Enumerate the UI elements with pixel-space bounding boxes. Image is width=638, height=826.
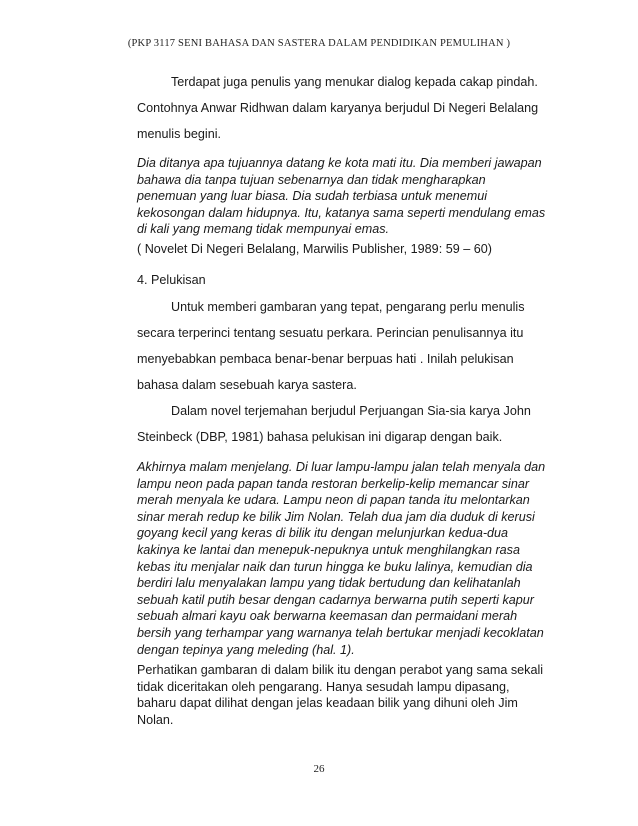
paragraph-perjuangan-sia-sia: Dalam novel terjemahan berjudul Perjuangan Sia-sia karya John Steinbeck (DBP, 1981) bahasa pelukisan ini digarap dengan baik. [137,404,531,444]
page-header: (PKP 3117 SENI BAHASA DAN SASTERA DALAM PENDIDIKAN PEMULIHAN ) [127,38,511,49]
paragraph-dialog-intro: Terdapat juga penulis yang menukar dialog kepada cakap pindah. Contohnya Anwar Ridhwan dalam karyanya berjudul Di Negeri Belalang menulis begini. [137,75,539,141]
paragraph-perhatikan: Perhatikan gambaran di dalam bilik itu dengan perabot yang sama sekali tidak diceritakan oleh pengarang. Hanya sesudah lampu dipasang, baharu dapat dilihat dengan jelas keadaan bilik yang dihuni oleh Jim Nolan. [137,663,544,727]
quote-jim-nolan: Akhirnya malam menjelang. Di luar lampu-lampu jalan telah menyala dan lampu neon pada papan tanda restoran berkelip-kelip memancar sinar merah menyala ke udara. Lampu neon di papan tanda itu melontarkan sinar merah redup ke bilik Jim Nolan. Telah dua jam dia duduk di kerusi goyang kecil yang keras di bilik itu dengan melunjurkan kedua-dua kakinya ke lantai dan menepuk-nepuknya untuk menghilangkan rasa kebas itu menjalar naik dan turun hingga ke buku lalinya, kemudian dia berdiri lalu menyalakan lampu yang tidak bertudung dan kelihatanlah sebuah katil putih besar dengan cadarnya berwarna putih seperti kapur sebuah almari kayu oak berwarna keemasan dan permaidani merah bersih yang terhampar yang warnanya telah bertukar menjadi kecoklatan dengan tepinya yang meleding (hal. 1). [137,460,546,657]
citation-novelet: ( Novelet Di Negeri Belalang, Marwilis Publisher, 1989: 59 – 60) [137,242,492,256]
page-number: 26 [313,763,325,775]
quote-di-negeri-belalang: Dia ditanya apa tujuannya datang ke kota mati itu. Dia memberi jawapan bahawa dia tanpa tujuan sebenarnya dan tidak mengharapkan penemuan yang luar biasa. Dia sudah terbiasa untuk menemui kekosongan dalam hidupnya. Itu, katanya sama seperti mendulang emas di kali yang memang tidak mempunyai emas. [137,156,546,237]
section-heading-pelukisan: 4. Pelukisan [137,273,206,287]
paragraph-pelukisan: Untuk memberi gambaran yang tepat, pengarang perlu menulis secara terperinci tentang sesuatu perkara. Perincian penulisannya itu menyebabkan pembaca benar-benar berpuas hati . Inilah pelukisan bahasa dalam sesebuah karya sastera. [137,300,525,392]
